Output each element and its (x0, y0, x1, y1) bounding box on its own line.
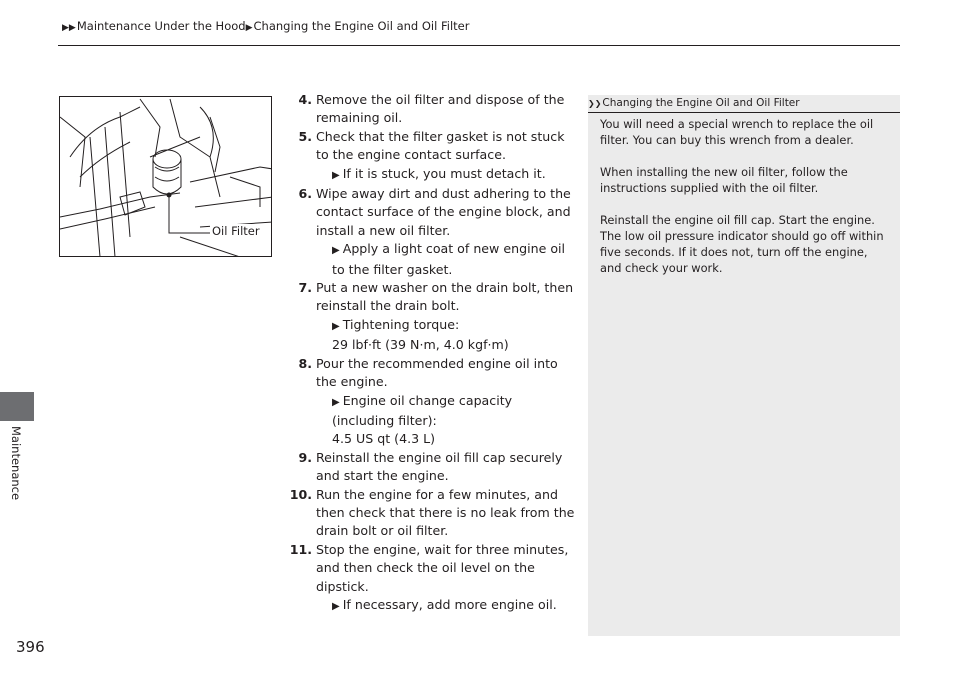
step-number: 8. (298, 355, 312, 371)
step-number: 9. (298, 449, 312, 465)
step-subitem-text: Engine oil change capacity (including filter): (332, 392, 513, 428)
triangle-bullet-icon: ▶ (332, 245, 340, 257)
step-text: Check that the filter gasket is not stuck to the engine contact surface. (316, 128, 565, 163)
section-tab-label: Maintenance (9, 426, 23, 501)
step-body (316, 185, 575, 279)
step-subitem (332, 240, 575, 279)
step-text: Wipe away dirt and dust adhering to the contact surface of the engine block, and install a new oil filter. (316, 186, 571, 238)
step-number: 11. (289, 541, 312, 557)
step-text: Run the engine for a few minutes, and then check that there is no leak from the drain bolt or oil filter. (316, 486, 575, 539)
step-item (285, 449, 575, 486)
sidebar-note-3: Reinstall the engine oil fill cap. Start the engine. The low oil pressure indicator should go off within five seconds. If it does not, turn off the engine, and check your work. (600, 213, 884, 275)
step-body (316, 486, 575, 541)
section-tab (0, 392, 34, 421)
step-number: 6. (298, 186, 312, 202)
step-body (316, 355, 575, 449)
triangle-bullet-icon: ▶ (332, 396, 340, 408)
page-number: 396 (16, 638, 45, 656)
step-subitem-text: Apply a light coat of new engine oil to the filter gasket. (332, 241, 566, 277)
step-subitem-text: If necessary, add more engine oil. (342, 596, 557, 612)
step-item (285, 91, 575, 128)
step-body (316, 128, 575, 185)
step-text: Put a new washer on the drain bolt, then reinstall the drain bolt. (316, 280, 574, 314)
procedure-steps (285, 91, 575, 616)
step-body (316, 541, 575, 617)
step-text: Reinstall the engine oil fill cap securely and start the engine. (316, 449, 563, 484)
triangle-bullet-icon: ▶ (332, 320, 340, 332)
step-number: 10. (289, 486, 312, 502)
step-subitem (332, 316, 575, 336)
step-body (316, 91, 575, 128)
step-body (316, 449, 575, 486)
triangle-bullet-icon: ▶ (332, 600, 340, 612)
triangle-bullet-icon: ▶ (332, 169, 340, 181)
step-item (285, 541, 575, 617)
arrow-icon: ▶ (245, 23, 253, 33)
sidebar-title-text: Changing the Engine Oil and Oil Filter (602, 97, 800, 109)
step-subitem-text: If it is stuck, you must detach it. (342, 165, 546, 181)
breadcrumb-part-1: Maintenance Under the Hood (76, 19, 246, 33)
step-subitem-value: 4.5 US qt (4.3 L) (332, 431, 436, 447)
step-item (285, 279, 575, 355)
step-subitem-value: 29 lbf·ft (39 N·m, 4.0 kgf·m) (332, 337, 509, 353)
step-text: Stop the engine, wait for three minutes, and then check the oil level on the dipstick. (316, 541, 569, 594)
step-subitem (332, 392, 575, 431)
breadcrumb-part-2: Changing the Engine Oil and Oil Filter (253, 19, 470, 33)
step-number: 5. (298, 128, 312, 144)
sidebar-note-1: You will need a special wrench to replace the oil filter. You can buy this wrench from a dealer. (600, 117, 874, 147)
step-item (285, 486, 575, 541)
sidebar-note-2: When installing the new oil filter, follow the instructions supplied with the oil filter. (600, 165, 848, 195)
step-item (285, 355, 575, 449)
step-body (316, 279, 575, 355)
oil-filter-callout: Oil Filter (212, 224, 260, 238)
sidebar-notes (588, 95, 900, 636)
step-text: Pour the recommended engine oil into the engine. (316, 355, 558, 390)
step-number: 7. (298, 280, 312, 296)
step-item (285, 128, 575, 185)
sidebar-title (588, 95, 900, 113)
step-number: 4. (298, 92, 312, 107)
double-arrow-icon: ▶▶ (62, 23, 76, 33)
step-subitem (332, 165, 575, 185)
step-subitem-text: Tightening torque: (342, 316, 460, 332)
oil-filter-illustration (59, 96, 272, 257)
step-text: Remove the oil filter and dispose of the remaining oil. (316, 92, 565, 126)
step-subitem (332, 596, 575, 616)
reference-icon: ❯❯ (588, 99, 602, 108)
breadcrumb (62, 19, 469, 33)
header-rule (58, 45, 900, 46)
step-item (285, 185, 575, 279)
